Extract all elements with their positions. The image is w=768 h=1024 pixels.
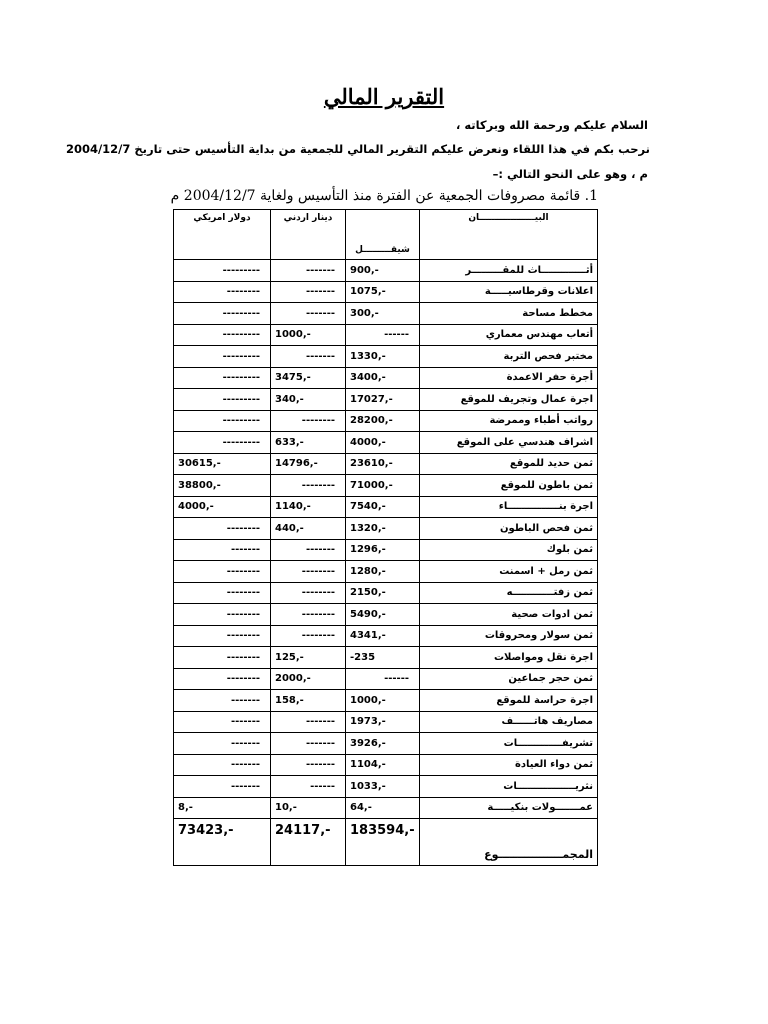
cell-jod: --------: [271, 561, 346, 583]
cell-usd: -------: [174, 733, 271, 755]
total-row: [174, 819, 598, 866]
cell-item: ثمن دواء العيادة: [420, 754, 598, 776]
cell-shekel: 2150,-: [346, 582, 420, 604]
total-label: المجمـــــــــــــــــوع: [420, 819, 598, 866]
cell-item: أجرة حفر الاعمدة: [420, 367, 598, 389]
cell-shekel: 3400,-: [346, 367, 420, 389]
cell-jod: -------: [271, 711, 346, 733]
report-title: التقرير المالي: [323, 84, 445, 109]
cell-jod: --------: [271, 625, 346, 647]
intro-text: نرحب بكم في هذا اللقاء ونعرض عليكم التقرير المالي للجمعية من بداية التأسيس حتى تاريخ 2004/12/7: [65, 142, 650, 156]
cell-shekel: 900,-: [346, 260, 420, 282]
cell-shekel: 1000,-: [346, 690, 420, 712]
cell-usd: 8,-: [174, 797, 271, 819]
cell-usd: 4000,-: [174, 496, 271, 518]
cell-item: مختبر فحص التربة: [420, 346, 598, 368]
total-usd: 73423,-: [174, 819, 271, 866]
cell-jod: 14796,-: [271, 453, 346, 475]
cell-usd: --------: [174, 561, 271, 583]
cell-jod: -------: [271, 539, 346, 561]
table-row: [174, 711, 598, 733]
cell-jod: -------: [271, 303, 346, 325]
cell-item: مصاريف هاتــــــف: [420, 711, 598, 733]
cell-item: أثـــــــــــــاث للمقـــــــــر: [420, 260, 598, 282]
table-row: [174, 367, 598, 389]
table-row: [174, 260, 598, 282]
table-row: [174, 582, 598, 604]
cell-item: عمـــــــولات بنكيـــــة: [420, 797, 598, 819]
total-shekel: 183594,-: [346, 819, 420, 866]
table-row: [174, 625, 598, 647]
cell-shekel: 7540,-: [346, 496, 420, 518]
cell-shekel: 3926,-: [346, 733, 420, 755]
cell-item: اجرة حراسة للموقع: [420, 690, 598, 712]
cell-jod: -------: [271, 260, 346, 282]
table-row: [174, 389, 598, 411]
cell-item: ثمن حجر جماعين: [420, 668, 598, 690]
cell-shekel: 300,-: [346, 303, 420, 325]
table-row: [174, 303, 598, 325]
cell-item: اجرة بنـــــــــــــــاء: [420, 496, 598, 518]
cell-shekel: -235: [346, 647, 420, 669]
cell-jod: --------: [271, 475, 346, 497]
cell-jod: 3475,-: [271, 367, 346, 389]
table-row: [174, 647, 598, 669]
header-jod: دينار اردني: [271, 210, 346, 260]
cell-jod: 125,-: [271, 647, 346, 669]
cell-jod: 10,-: [271, 797, 346, 819]
header-usd: دولار امريكي: [174, 210, 271, 260]
cell-usd: -------: [174, 711, 271, 733]
cell-shekel: 64,-: [346, 797, 420, 819]
cell-item: مخطط مساحة: [420, 303, 598, 325]
table-row: [174, 346, 598, 368]
table-row: [174, 754, 598, 776]
cell-usd: --------: [174, 518, 271, 540]
cell-item: رواتب أطباء وممرضة: [420, 410, 598, 432]
cell-jod: --------: [271, 604, 346, 626]
table-row: [174, 561, 598, 583]
expenses-table: [173, 209, 598, 866]
cell-jod: ------: [271, 776, 346, 798]
cell-jod: 2000,-: [271, 668, 346, 690]
cell-jod: --------: [271, 582, 346, 604]
table-row: [174, 432, 598, 454]
cell-shekel: 17027,-: [346, 389, 420, 411]
cell-jod: -------: [271, 733, 346, 755]
cell-usd: --------: [174, 647, 271, 669]
cell-item: ثمن رمل + اسمنت: [420, 561, 598, 583]
table-row: [174, 324, 598, 346]
table-row: [174, 539, 598, 561]
cell-item: اجرة نقل ومواصلات: [420, 647, 598, 669]
cell-usd: ---------: [174, 346, 271, 368]
cell-usd: -------: [174, 776, 271, 798]
cell-shekel: ------: [346, 668, 420, 690]
cell-item: ثمن بلوك: [420, 539, 598, 561]
table-row: [174, 453, 598, 475]
cell-shekel: 1033,-: [346, 776, 420, 798]
cell-usd: ---------: [174, 303, 271, 325]
table-header-row: [174, 210, 598, 260]
cell-shekel: 1973,-: [346, 711, 420, 733]
greeting-text: السلام عليكم ورحمة الله وبركاته ،: [455, 118, 648, 132]
cell-jod: 340,-: [271, 389, 346, 411]
table-row: [174, 604, 598, 626]
table-row: [174, 475, 598, 497]
cell-usd: -------: [174, 539, 271, 561]
cell-item: اعلانات وقرطاسيـــــة: [420, 281, 598, 303]
cell-jod: 158,-: [271, 690, 346, 712]
cell-shekel: 5490,-: [346, 604, 420, 626]
cell-shekel: 1104,-: [346, 754, 420, 776]
cell-item: ثمن باطون للموقع: [420, 475, 598, 497]
table-row: [174, 776, 598, 798]
cell-shekel: 1280,-: [346, 561, 420, 583]
cell-item: ثمن فحص الباطون: [420, 518, 598, 540]
cell-shekel: 71000,-: [346, 475, 420, 497]
cell-item: اجرة عمال وتجريف للموقع: [420, 389, 598, 411]
cell-item: تشريفـــــــــــــات: [420, 733, 598, 755]
cell-usd: -------: [174, 690, 271, 712]
total-jod: 24117,-: [271, 819, 346, 866]
cell-jod: 633,-: [271, 432, 346, 454]
cell-usd: --------: [174, 281, 271, 303]
cell-shekel: ------: [346, 324, 420, 346]
cell-usd: ---------: [174, 367, 271, 389]
cell-shekel: 4341,-: [346, 625, 420, 647]
cell-usd: ---------: [174, 432, 271, 454]
cell-shekel: 1075,-: [346, 281, 420, 303]
cell-item: اشراف هندسي على الموقع: [420, 432, 598, 454]
cell-jod: -------: [271, 346, 346, 368]
cell-jod: 1000,-: [271, 324, 346, 346]
expenses-list-title: 1. قائمة مصروفات الجمعية عن الفترة منذ التأسيس ولغاية 2004/12/7 م: [170, 188, 598, 204]
cell-shekel: 23610,-: [346, 453, 420, 475]
header-item: البيــــــــــــــــــان: [420, 210, 598, 260]
table-row: [174, 410, 598, 432]
cell-shekel: 1330,-: [346, 346, 420, 368]
cell-usd: ---------: [174, 260, 271, 282]
table-row: [174, 690, 598, 712]
cell-item: نثريـــــــــــــــــات: [420, 776, 598, 798]
cell-jod: --------: [271, 410, 346, 432]
cell-usd: -------: [174, 754, 271, 776]
cell-jod: 440,-: [271, 518, 346, 540]
table-row: [174, 668, 598, 690]
cell-usd: ---------: [174, 324, 271, 346]
table-row: [174, 797, 598, 819]
cell-usd: --------: [174, 604, 271, 626]
table-row: [174, 281, 598, 303]
header-shekel: شيقـــــــــل: [346, 210, 420, 260]
cell-item: ثمن سولار ومحروقات: [420, 625, 598, 647]
table-row: [174, 496, 598, 518]
cell-usd: --------: [174, 625, 271, 647]
cell-item: ثمن حديد للموقع: [420, 453, 598, 475]
cell-item: أتعاب مهندس معماري: [420, 324, 598, 346]
cell-shekel: 1320,-: [346, 518, 420, 540]
intro-continuation: م ، وهو على النحو التالي :–: [492, 167, 648, 181]
cell-shekel: 4000,-: [346, 432, 420, 454]
cell-shekel: 28200,-: [346, 410, 420, 432]
cell-usd: 30615,-: [174, 453, 271, 475]
cell-usd: ---------: [174, 410, 271, 432]
cell-jod: -------: [271, 754, 346, 776]
cell-item: ثمن زفتــــــــــــه: [420, 582, 598, 604]
cell-shekel: 1296,-: [346, 539, 420, 561]
table-row: [174, 733, 598, 755]
cell-item: ثمن ادوات صحية: [420, 604, 598, 626]
cell-jod: -------: [271, 281, 346, 303]
cell-jod: 1140,-: [271, 496, 346, 518]
cell-usd: --------: [174, 668, 271, 690]
cell-usd: ---------: [174, 389, 271, 411]
cell-usd: 38800,-: [174, 475, 271, 497]
table-row: [174, 518, 598, 540]
cell-usd: --------: [174, 582, 271, 604]
